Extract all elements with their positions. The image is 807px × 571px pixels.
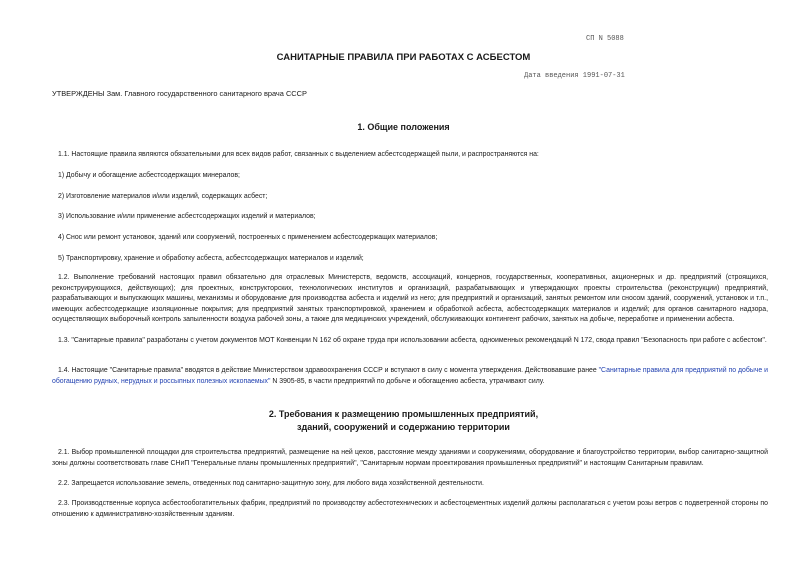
approved-by: УТВЕРЖДЕНЫ Зам. Главного государственного санитарного врача СССР: [52, 89, 307, 98]
list-item-5: 5) Транспортировку, хранение и обработку асбеста, асбестсодержащих материалов и изделий;: [58, 255, 364, 262]
paragraph-1-2: 1.2. Выполнение требований настоящих правил обязательно для отраслевых Министерств, ведомств, ассоциаций, концернов, государственных, кооперативных, акционерных и др. предприятий (строящихся, реконструирующихся, действующих); для проектных, конструкторских, технологических институтов и организаций, разрабатывающих и утверждающих проекты строительства (реконструкции) предприятий, разрабатывающих и выпускающих машины, механизмы и оборудование для производства асбеста и изделий из него; для предприятий и организаций, занятых ремонтом или сносом зданий, сооружений, установок и т.п., имеющих асбестсодержащие изоляционные покрытия; для предприятий занятых транспортировкой, хранением и обработкой асбеста, асбестсодержащих материалов и изделий; для органов санитарного надзора, осуществляющих выборочный контроль запыленности воздуха рабочей зоны, а также для медицинских учреждений, обслуживающих контингент рабочих, занятых на добыче, переработке и применении асбеста.: [52, 274, 768, 324]
paragraph-2-1: 2.1. Выбор промышленной площадки для строительства предприятий, размещение на ней цехов, расстояние между зданиями и сооружениями, оборудование и благоустройство территории, выбор санитарно-защитной зоны должны соответствовать главе СНиП "Генеральные планы промышленных предприятий", "Санитарным нормам проектирования промышленных предприятий" и настоящим Санитарным правилам.: [52, 449, 768, 467]
paragraph-1-4-text-end: N 3905-85, в части предприятий по добыче и обогащению асбеста, утрачивают силу.: [270, 377, 545, 385]
paragraph-1-3: 1.3. "Санитарные правила" разработаны с учетом документов МОТ Конвенции N 162 об охране труда при использовании асбеста, одноименных рекомендаций N 172, свода правил "Безопасность при работе с асбестом".: [58, 337, 767, 344]
paragraph-1-4: [52, 366, 768, 387]
list-item-2: 2) Изготовление материалов и/или изделий, содержащих асбест;: [58, 193, 268, 200]
list-item-3: 3) Использование и/или применение асбестсодержащих изделий и материалов;: [58, 213, 316, 220]
introduction-date: Дата введения 1991-07-31: [524, 72, 625, 80]
list-item-1: 1) Добычу и обогащение асбестсодержащих минералов;: [58, 172, 240, 179]
section-2-title: [0, 408, 807, 434]
paragraph-1-4-text-start: 1.4. Настоящие "Санитарные правила" вводятся в действие Министерством здравоохранения СССР и вступают в силу с момента утверждения. Действовавшие ранее: [58, 367, 599, 374]
section-2-title-line-2: зданий, сооружений и содержанию территории: [297, 422, 510, 432]
paragraph-2-2: 2.2. Запрещается использование земель, отведенных под санитарно-защитную зону, для любого вида хозяйственной деятельности.: [58, 480, 484, 487]
document-code: СП N 5088: [586, 35, 624, 43]
document-title: САНИТАРНЫЕ ПРАВИЛА ПРИ РАБОТАХ С АСБЕСТОМ: [276, 52, 531, 63]
paragraph-2-3: 2.3. Производственные корпуса асбестообогатительных фабрик, предприятий по производству асбестотехнических и асбестоцементных изделий должны располагаться с учетом розы ветров с подветренной стороны по отношению к административно-хозяйственным зданиям.: [52, 500, 768, 518]
paragraph-1-1: 1.1. Настоящие правила являются обязательными для всех видов работ, связанных с выделением асбестсодержащей пыли, и распространяются на:: [58, 151, 539, 158]
section-1-title: 1. Общие положения: [357, 122, 450, 132]
section-2-title-line-1: 2. Требования к размещению промышленных предприятий,: [268, 409, 539, 419]
sanitary-rules-link[interactable]: "Санитарные правила для предприятий по добыче и обогащению рудных, нерудных и россыпных полезных ископаемых": [52, 367, 768, 385]
list-item-4: 4) Снос или ремонт установок, зданий или сооружений, построенных с применением асбестсодержащих материалов;: [58, 234, 438, 241]
